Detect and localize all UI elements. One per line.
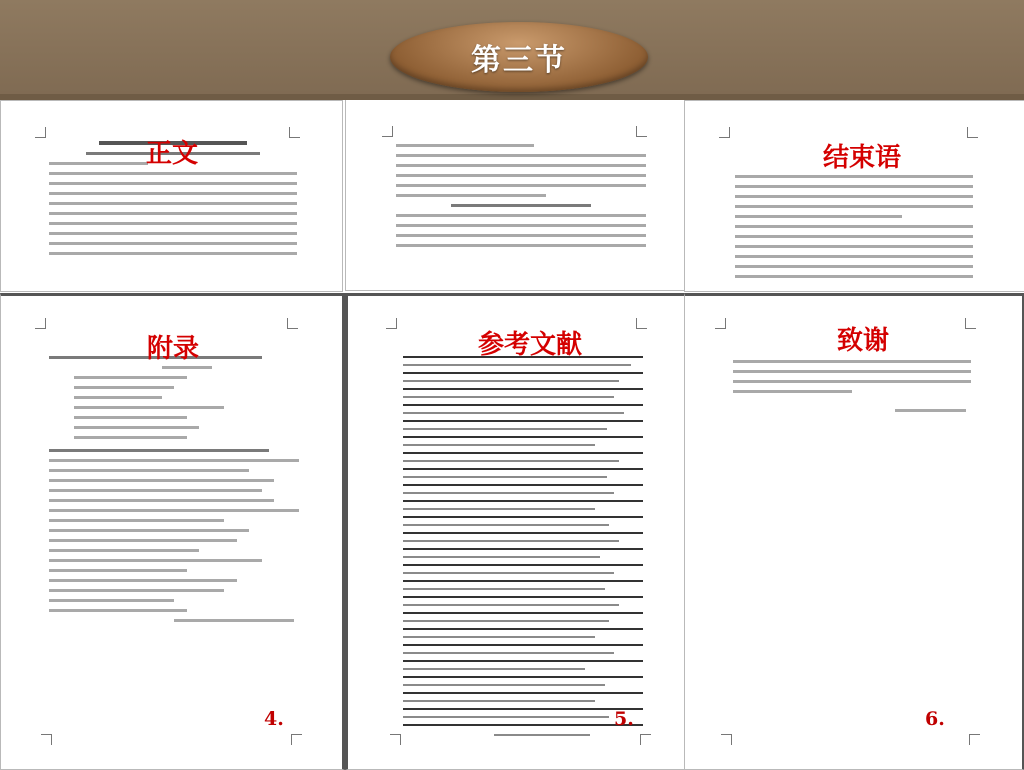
corner-mark (969, 734, 980, 745)
corner-mark (636, 318, 647, 329)
page-text-lines (735, 175, 973, 285)
page-thumbnail-references[interactable] (345, 293, 685, 770)
corner-mark (291, 734, 302, 745)
corner-mark (287, 318, 298, 329)
corner-mark (289, 127, 300, 138)
corner-mark (382, 126, 393, 137)
page-text-lines (733, 360, 971, 419)
page-thumbnail-body-continued[interactable] (345, 100, 685, 291)
page-label-appendix: 附录 (147, 334, 200, 364)
corner-mark (390, 734, 401, 745)
section-title: 第三节 (471, 43, 567, 78)
page-label-acknowledgements: 致谢 (837, 326, 890, 356)
page-label-conclusion: 结束语 (823, 143, 902, 173)
page-thumbnail-body[interactable] (0, 100, 343, 292)
page-number: 6. (925, 708, 945, 730)
corner-mark (640, 734, 651, 745)
corner-mark (386, 318, 397, 329)
corner-mark (35, 127, 46, 138)
corner-mark (715, 318, 726, 329)
corner-mark (719, 127, 730, 138)
page-label-references: 参考文献 (478, 330, 583, 360)
corner-mark (967, 127, 978, 138)
section-title-pill[interactable] (390, 22, 648, 92)
corner-mark (41, 734, 52, 745)
corner-mark (636, 126, 647, 137)
page-thumbnail-acknowledgements[interactable] (684, 293, 1024, 770)
reference-list-lines (403, 356, 643, 742)
page-number: 5. (614, 708, 634, 730)
page-label-body: 正文 (146, 139, 199, 169)
page-number: 4. (264, 708, 284, 730)
corner-mark (721, 734, 732, 745)
page-thumbnail-conclusion[interactable] (684, 100, 1024, 292)
corner-mark (35, 318, 46, 329)
page-text-lines (49, 356, 299, 629)
corner-mark (965, 318, 976, 329)
page-text-lines (396, 144, 646, 254)
page-thumbnail-appendix[interactable] (0, 293, 345, 770)
